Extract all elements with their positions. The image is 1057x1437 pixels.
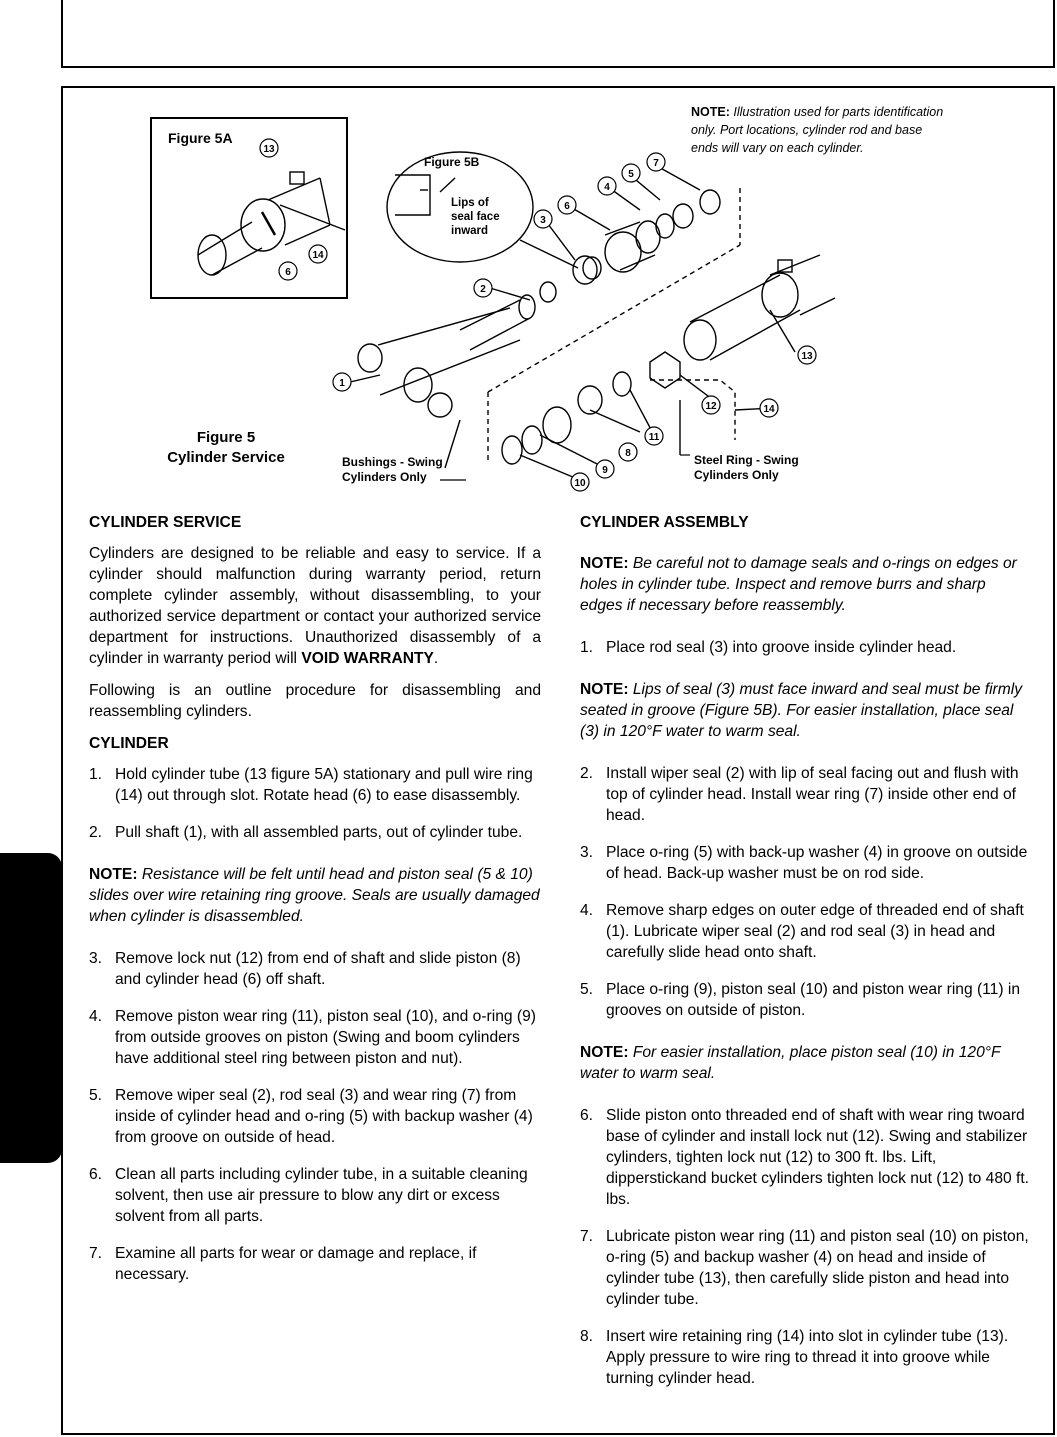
steel-ring-label-2: Cylinders Only bbox=[694, 468, 779, 482]
fig5b-caption-2: seal face bbox=[451, 211, 500, 223]
assembly-note-3: NOTE: For easier installation, place piston seal (10) in 120°F water to warm seal. bbox=[580, 1044, 1001, 1082]
assembly-note-1: NOTE: Be careful not to damage seals and o-rings on edges or holes in cylinder tube. Inspect and remove burrs and sharp edges if necessary before reassembly. bbox=[580, 555, 1017, 614]
list-item: 5. Remove wiper seal (2), rod seal (3) and wear ring (7) from inside of cylinder head and o-ring (5) with backup washer (4) from groove on outside of head. bbox=[89, 1087, 533, 1146]
list-item: 3. Place o-ring (5) with back-up washer (4) in groove on outside of head. Back-up washer must be on rod side. bbox=[580, 844, 1028, 882]
bushings-label-2: Cylinders Only bbox=[342, 470, 427, 484]
intro-paragraph: Cylinders are designed to be reliable and easy to service. If a cylinder should malfunction during warranty period, return complete cylinder assembly, without disassembling, to your authorized service department or contact your authorized service department for instructions. Unauthorized disassembly of a cylinder in warranty period will VOID WARRANTY. bbox=[89, 545, 541, 667]
callout-11: 11 bbox=[648, 432, 660, 443]
callout-9: 9 bbox=[602, 465, 608, 476]
assembly-step-1 bbox=[580, 637, 1032, 658]
list-item: 4. Remove piston wear ring (11), piston seal (10), and o-ring (9) from outside grooves on piston (Swing and boom cylinders have additional steel ring between piston and nut). bbox=[89, 1008, 536, 1067]
callout-10: 10 bbox=[574, 478, 586, 489]
figure-5-title: Figure 5 bbox=[196, 429, 256, 446]
fig5b-caption-1: Lips of bbox=[451, 197, 489, 209]
figure-note-line-3: ends will vary on each cylinder. bbox=[691, 141, 864, 155]
cylinder-assembly-column bbox=[580, 512, 1032, 1405]
figure-note-line-1: Illustration used for parts identification bbox=[733, 105, 944, 119]
callout-13: 13 bbox=[801, 351, 813, 362]
cylinder-service-column bbox=[89, 512, 541, 1301]
list-item: 3. Remove lock nut (12) from end of shaft and slide piston (8) and cylinder head (6) off shaft. bbox=[89, 950, 521, 988]
callout-4: 4 bbox=[604, 182, 610, 193]
disassembly-steps-a bbox=[89, 764, 541, 843]
callout-13a: 13 bbox=[263, 144, 275, 155]
figure-5a-label: Figure 5A bbox=[168, 130, 233, 146]
list-item: 1. Hold cylinder tube (13 figure 5A) stationary and pull wire ring (14) out through slot. Rotate head (6) to ease disassembly. bbox=[89, 766, 533, 804]
figure-note-line-2: only. Port locations, cylinder rod and base bbox=[691, 123, 923, 137]
figure-note-bold: NOTE: bbox=[691, 105, 730, 119]
callout-14: 14 bbox=[763, 404, 775, 415]
callout-14a: 14 bbox=[312, 250, 324, 261]
cylinder-service-figure bbox=[0, 0, 1057, 505]
list-item: 6. Clean all parts including cylinder tube, in a suitable cleaning solvent, then use air pressure to blow any dirt or excess solvent from all parts. bbox=[89, 1166, 528, 1225]
list-item: 8. Insert wire retaining ring (14) into slot in cylinder tube (13). Apply pressure to wire ring to thread it into groove while turning cylinder head. bbox=[580, 1328, 1009, 1387]
list-item: 2. Install wiper seal (2) with lip of seal facing out and flush with top of cylinder head. Install wear ring (7) inside other end of head. bbox=[580, 765, 1019, 824]
callout-2: 2 bbox=[480, 284, 486, 295]
assembly-note-2: NOTE: Lips of seal (3) must face inward and seal must be firmly seated in groove (Figure 5B). For easier installation, place seal (3) in 120°F water to warm seal. bbox=[580, 681, 1022, 740]
disassembly-note: NOTE: Resistance will be felt until head and piston seal (5 & 10) slides over wire retaining ring groove. Seals are usually damaged when cylinder is disassembled. bbox=[89, 866, 540, 925]
list-item: 2. Pull shaft (1), with all assembled parts, out of cylinder tube. bbox=[89, 824, 523, 841]
callout-3: 3 bbox=[540, 215, 546, 226]
callout-7: 7 bbox=[653, 158, 659, 169]
cylinder-assembly-title: CYLINDER ASSEMBLY bbox=[580, 514, 749, 531]
list-item: 1. Place rod seal (3) into groove inside cylinder head. bbox=[580, 639, 957, 656]
cylinder-service-title: CYLINDER SERVICE bbox=[89, 514, 242, 531]
list-item: 6. Slide piston onto threaded end of shaft with wear ring twoard base of cylinder and install lock nut (12). Swing and stabilizer cylinders, tighten lock nut (12) to 300 ft. lbs. Lift, dipperstickand bucket cylinders tighten lock nut (12) to 480 ft. lbs. bbox=[580, 1107, 1029, 1208]
fig5b-caption-3: inward bbox=[451, 225, 489, 237]
disassembly-steps-b bbox=[89, 948, 541, 1285]
section-tab bbox=[0, 853, 62, 1163]
bushings-label-1: Bushings - Swing bbox=[342, 455, 443, 469]
callout-12: 12 bbox=[705, 401, 717, 412]
svg-text:NOTE: Illustration used for pa bbox=[691, 105, 943, 119]
callout-6a: 6 bbox=[285, 267, 291, 278]
void-warranty: VOID WARRANTY bbox=[301, 650, 434, 667]
list-item: 5. Place o-ring (9), piston seal (10) and piston wear ring (11) in grooves on outside of piston. bbox=[580, 981, 1021, 1019]
list-item: 4. Remove sharp edges on outer edge of threaded end of shaft (1). Lubricate wiper seal (2) and rod seal (3) in head and carefully slide head onto shaft. bbox=[580, 902, 1024, 961]
steel-ring-label-1: Steel Ring - Swing bbox=[694, 453, 799, 467]
outline-paragraph: Following is an outline procedure for disassembling and reassembling cylinders. bbox=[89, 682, 541, 720]
callout-1: 1 bbox=[339, 378, 345, 389]
figure-5b-label: Figure 5B bbox=[424, 155, 480, 169]
callout-5: 5 bbox=[628, 169, 634, 180]
figure-5-subtitle: Cylinder Service bbox=[167, 449, 285, 466]
callout-6: 6 bbox=[564, 201, 570, 212]
assembly-steps-b bbox=[580, 1105, 1032, 1389]
assembly-steps-a bbox=[580, 763, 1032, 1021]
list-item: 7. Lubricate piston wear ring (11) and piston seal (10) on piston, o-ring (5) and backup washer (4) on head and inside of cylinder tube (13), then carefully slide piston and head into cylinder tube. bbox=[580, 1228, 1029, 1308]
list-item: 7. Examine all parts for wear or damage and replace, if necessary. bbox=[89, 1245, 477, 1283]
cylinder-subtitle: CYLINDER bbox=[89, 735, 169, 752]
callout-8: 8 bbox=[625, 448, 631, 459]
